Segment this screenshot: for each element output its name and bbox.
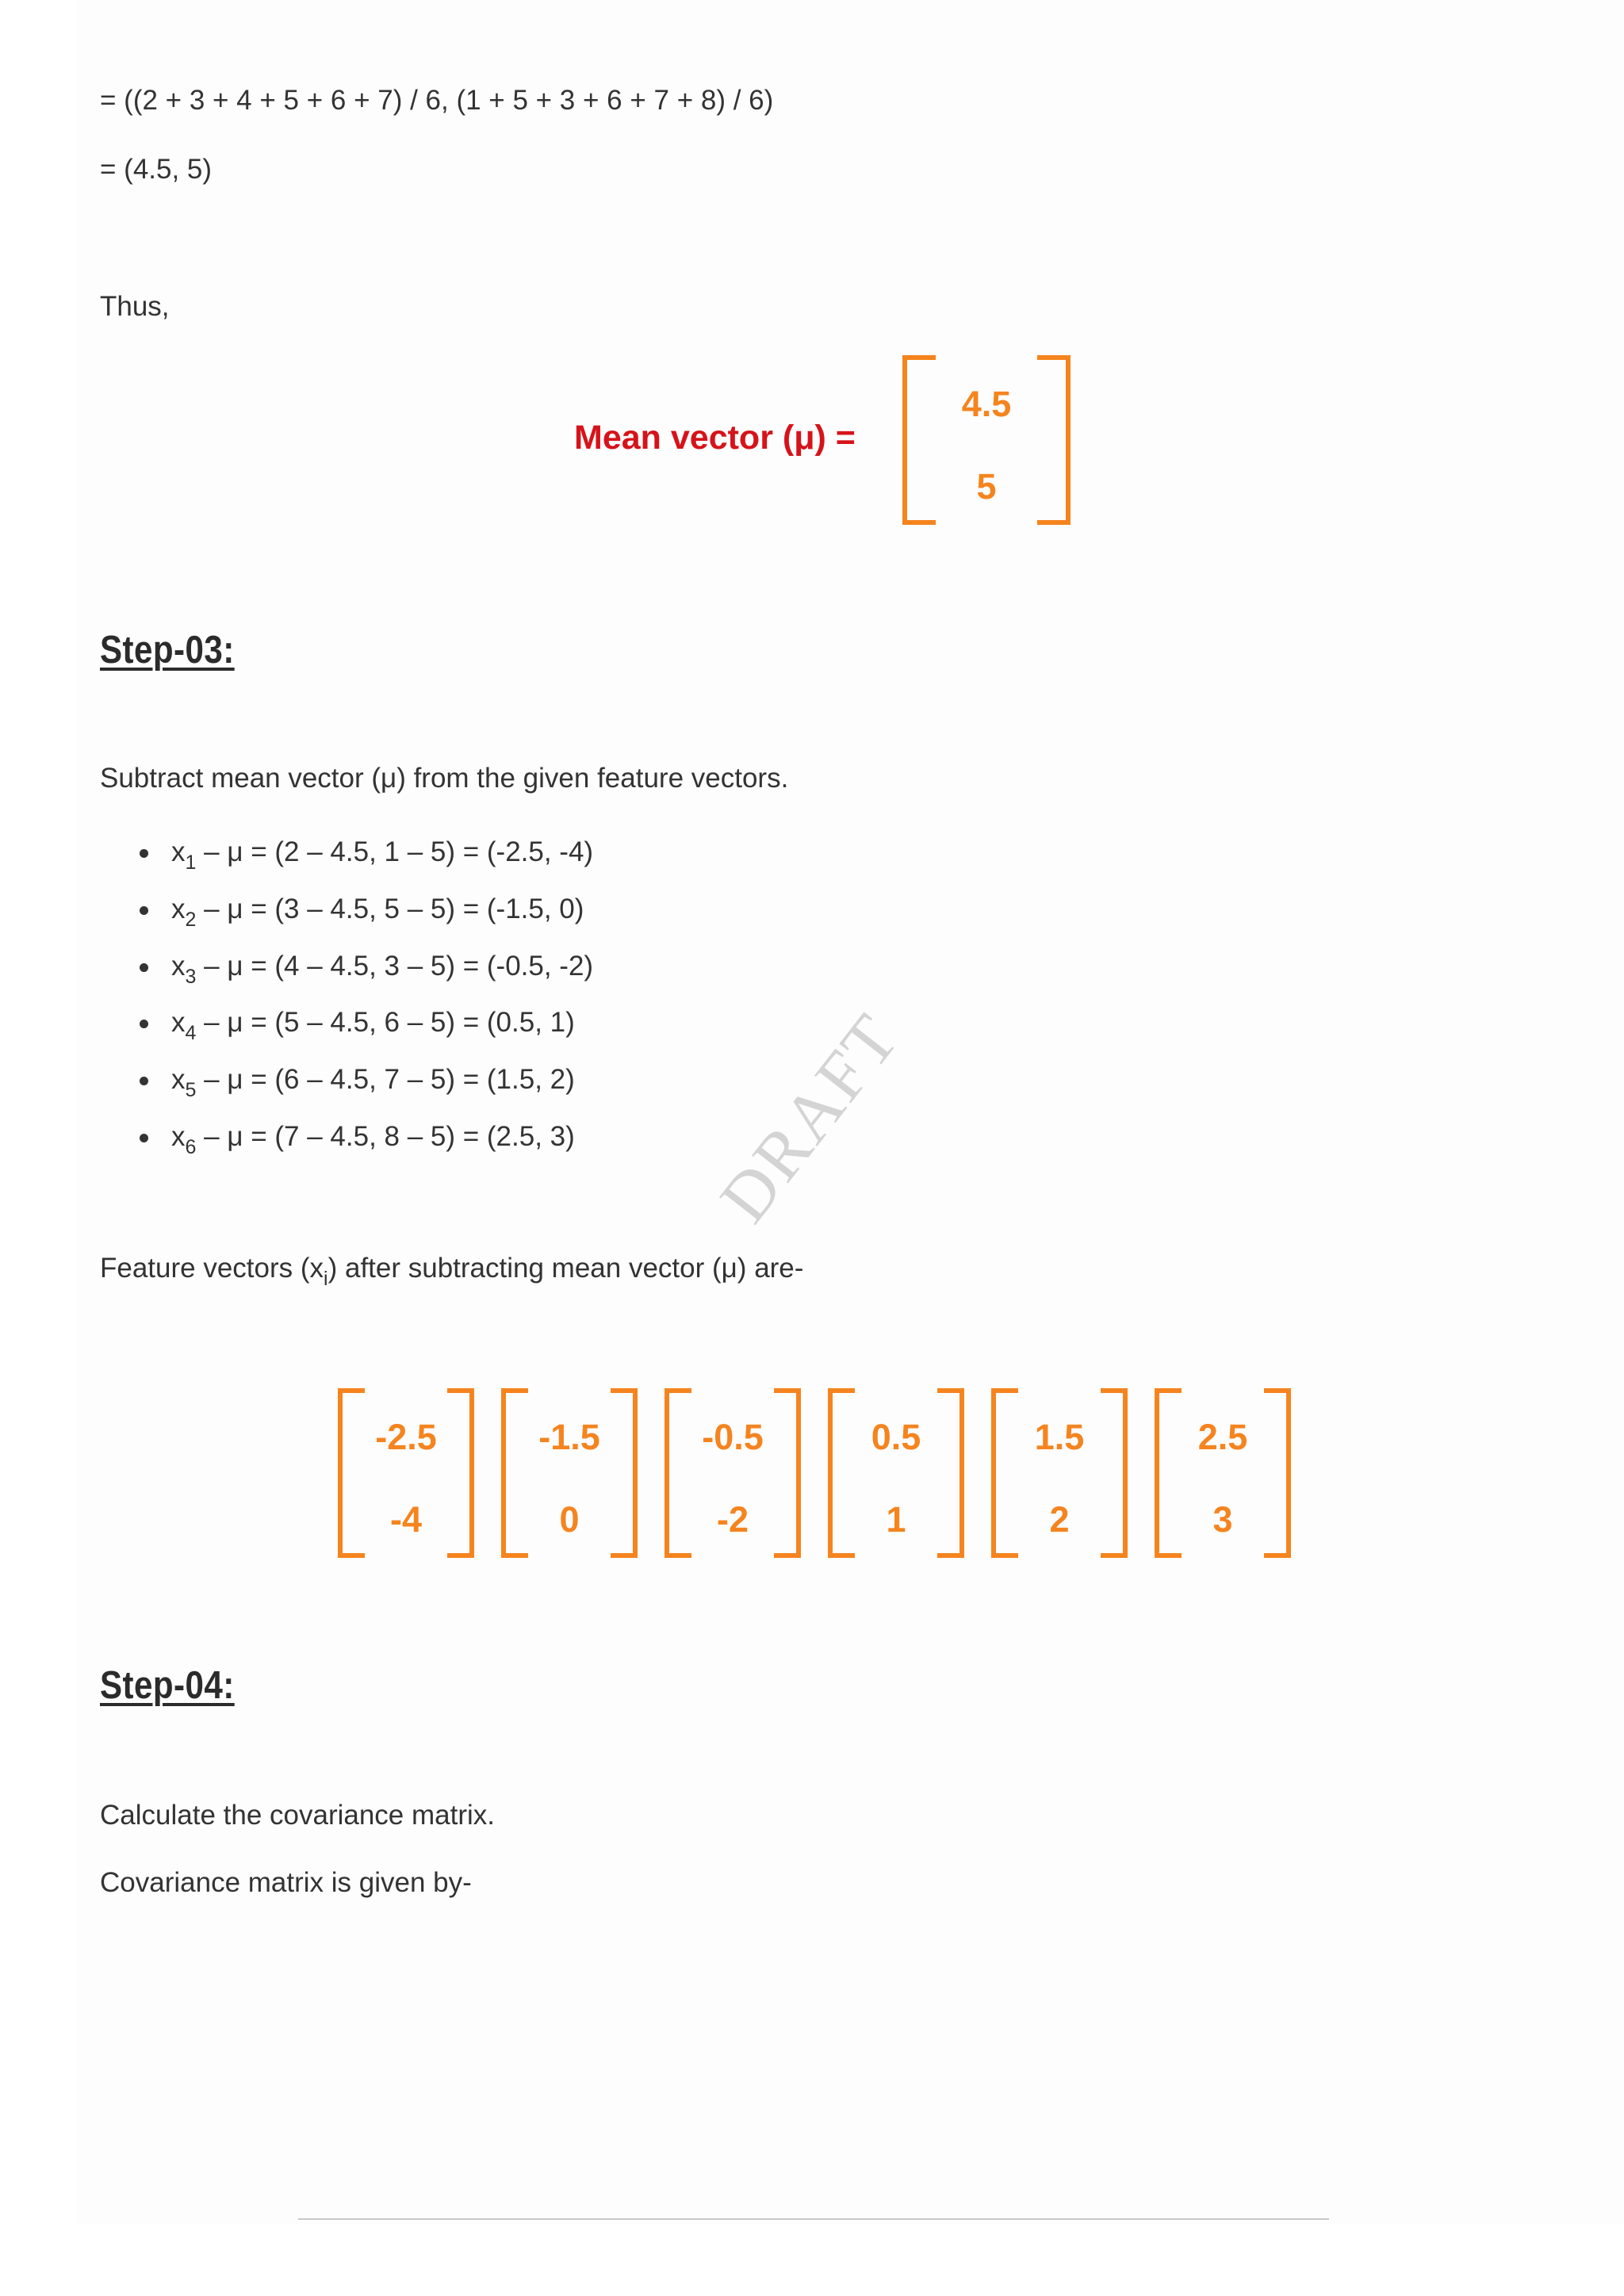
bullet-icon — [140, 906, 148, 915]
draft-watermark: DRAFT — [706, 1000, 915, 1237]
result-vector-value: 2 — [1049, 1499, 1070, 1540]
mean-vector-value: 5 — [976, 466, 997, 507]
result-vector-value: -1.5 — [538, 1417, 600, 1457]
result-vector-value: 1.5 — [1034, 1417, 1085, 1457]
bullet-icon — [140, 849, 148, 858]
result-vector-value: -2 — [716, 1499, 749, 1540]
result-vector-matrix — [828, 1388, 964, 1558]
bullet-icon — [140, 1134, 148, 1142]
result-vector-value: 0 — [559, 1499, 580, 1540]
result-vector-value: -2.5 — [375, 1417, 437, 1457]
mean-vector-value: 4.5 — [961, 384, 1012, 424]
result-vector-value: -4 — [389, 1499, 422, 1540]
step-03-instruction: Subtract mean vector (μ) from the given feature vectors. — [100, 763, 789, 794]
result-vector-matrix — [1155, 1388, 1291, 1558]
result-vector-matrix — [338, 1388, 474, 1558]
step-04-line-1: Calculate the covariance matrix. — [100, 1800, 495, 1831]
result-caption: Feature vectors $(x_i)$ after subtracting mean vector (μ) are- — [100, 1253, 804, 1290]
bullet-icon — [140, 963, 148, 972]
result-vector-value: 3 — [1212, 1499, 1233, 1540]
step-04-line-2: Covariance matrix is given by- — [100, 1867, 472, 1898]
step-04-heading: Step-04: — [100, 1664, 235, 1707]
thus-text: Thus, — [100, 291, 170, 322]
bullet-icon — [140, 1077, 148, 1085]
result-vector-value: -0.5 — [702, 1417, 764, 1457]
step-03-heading: Step-03: — [100, 629, 235, 672]
bullet-icon — [140, 1020, 148, 1028]
calc-result: = (4.5, 5) — [100, 154, 213, 185]
result-vector-matrix — [665, 1388, 801, 1558]
mean-vector-matrix — [902, 355, 1071, 525]
result-vector-value: 2.5 — [1197, 1417, 1248, 1457]
mean-vector-label: Mean vector (μ) = — [574, 419, 856, 457]
result-vector-matrix — [991, 1388, 1128, 1558]
result-vector-matrix — [501, 1388, 638, 1558]
result-vector-value: 0.5 — [871, 1417, 921, 1457]
calc-expression: = ((2 + 3 + 4 + 5 + 6 + 7) / 6, (1 + 5 + 3 + 6 + 7 + 8) / 6) — [100, 85, 774, 116]
footer-divider — [298, 2218, 1329, 2220]
result-vector-value: 1 — [886, 1499, 906, 1540]
